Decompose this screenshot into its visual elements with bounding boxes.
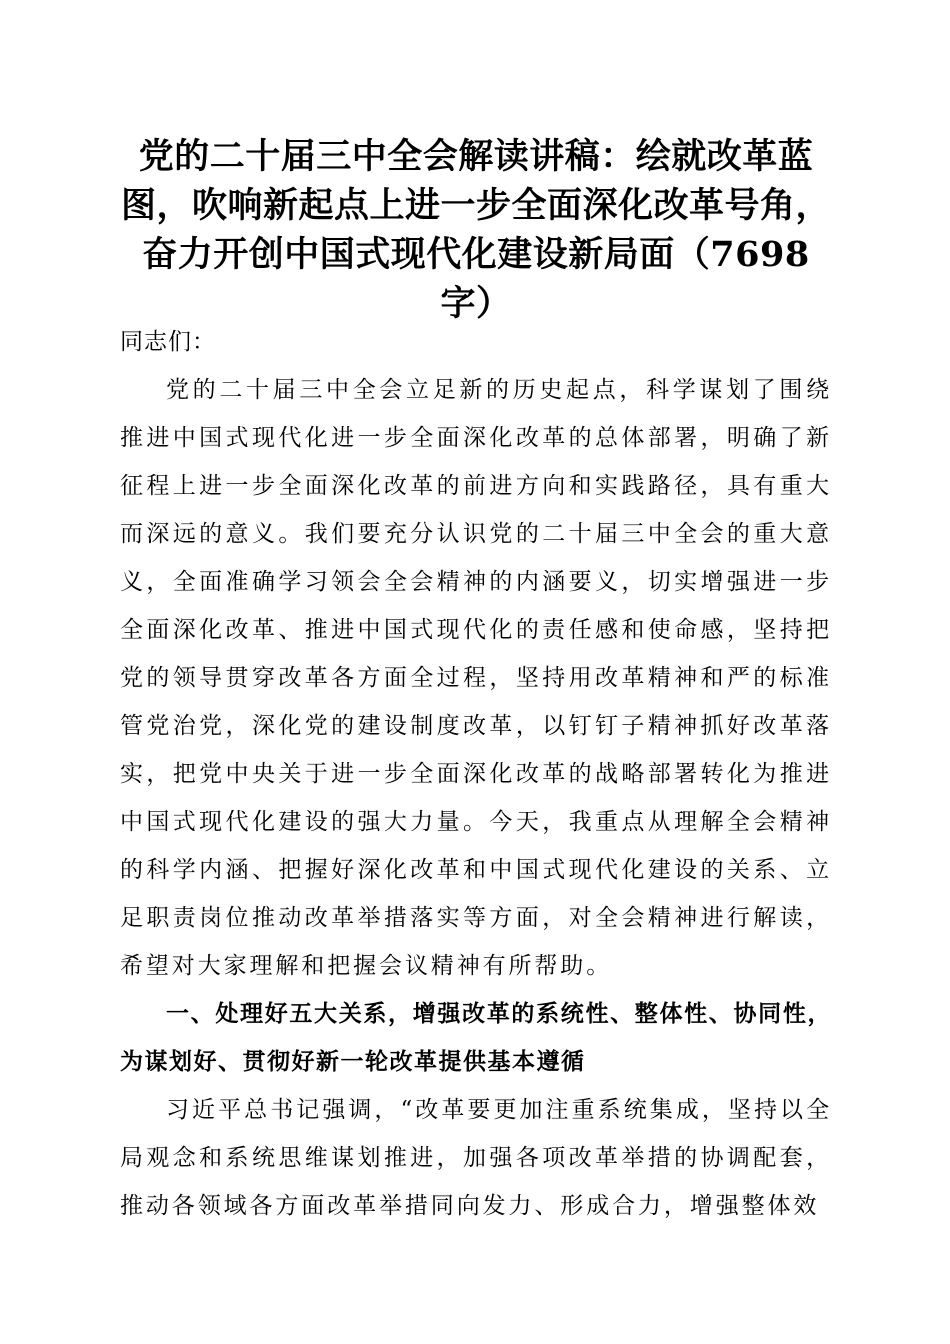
section-heading: 一、处理好五大关系，增强改革的系统性、整体性、协同性，为谋划好、贯彻好新一轮改革提供基本遵循 <box>120 1001 832 1075</box>
section-paragraph: 习近平总书记强调，“改革要更加注重系统集成，坚持以全局观念和系统思维谋划推进，加强各项改革举措的协调配套，推动各领域各方面改革举措同向发力、形成合力，增强整体效 <box>120 1097 832 1219</box>
body-paragraph: 党的二十届三中全会立足新的历史起点，科学谋划了围绕推进中国式现代化进一步全面深化改革的总体部署，明确了新征程上进一步全面深化改革的前进方向和实践路径，具有重大而深远的意义。我们要充分认识党的二十届三中全会的重大意义，全面准确学习领会全会精神的内涵要义，切实增强进一步全面深化改革、推进中国式现代化的责任感和使命感，坚持把党的领导贯穿改革各方面全过程，坚持用改革精神和严的标准管党治党，深化党的建设制度改革，以钉钉子精神抓好改革落实，把党中央关于进一步全面深化改革的战略部署转化为推进中国式现代化建设的强大力量。今天，我重点从理解全会精神的科学内涵、把握好深化改革和中国式现代化建设的关系、立足职责岗位推动改革举措落实等方面，对全会精神进行解读，希望对大家理解和把握会议精神有所帮助。 <box>120 377 832 979</box>
document-title: 党的二十届三中全会解读讲稿：绘就改革蓝图，吹响新起点上进一步全面深化改革号角，奋力开创中国式现代化建设新局面（7698字） <box>120 136 831 324</box>
salutation: 同志们： <box>120 329 216 355</box>
document-body <box>120 318 832 1230</box>
